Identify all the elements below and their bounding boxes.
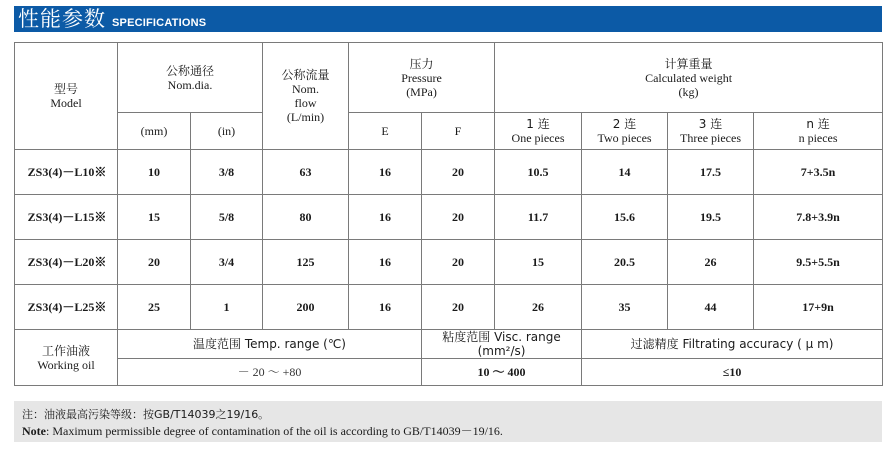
cell-mm: 15 [118, 195, 191, 240]
note-en [22, 422, 503, 439]
nomdia-label-en: Nom.dia. [167, 77, 213, 92]
cell-mm: 10 [118, 150, 191, 195]
cell-pressure-e: 16 [349, 150, 422, 195]
temp-range-label: 温度范围 Temp. range (℃) [118, 330, 422, 359]
header-unit-mm: (mm) [118, 113, 191, 150]
note-en-label: Note [22, 424, 46, 438]
specifications-table [14, 42, 883, 386]
pieces-n-en: n pieces [798, 131, 838, 145]
pressure-label-cn: 压力 [409, 56, 434, 71]
cell-weight-3: 17.5 [668, 150, 754, 195]
header-pieces-3 [668, 113, 754, 150]
cell-in: 1 [191, 285, 263, 330]
cell-mm: 25 [118, 285, 191, 330]
cell-model: ZS3(4)－L25※ [15, 285, 118, 330]
flow-label-en1: Nom. [292, 82, 320, 96]
cell-weight-2: 14 [582, 150, 668, 195]
pieces-2-cn: 2 连 [612, 117, 637, 131]
visc-range-value: 10 ～ 400 [422, 359, 582, 386]
cell-model: ZS3(4)－L10※ [15, 150, 118, 195]
cell-pressure-f: 20 [422, 195, 495, 240]
cell-pressure-f: 20 [422, 150, 495, 195]
header-pieces-1 [495, 113, 582, 150]
flow-label-cn: 公称流量 [281, 68, 330, 82]
cell-weight-n: 17+9n [754, 285, 883, 330]
header-model [15, 43, 118, 150]
header-weight [495, 43, 883, 113]
flow-label-en2: flow [294, 96, 317, 110]
header-flow [263, 43, 349, 150]
pieces-2-en: Two pieces [597, 131, 652, 145]
header-pressure-f: F [422, 113, 495, 150]
section-title-cn: 性能参数 [18, 7, 106, 31]
cell-weight-2: 15.6 [582, 195, 668, 240]
cell-model: ZS3(4)－L20※ [15, 240, 118, 285]
cell-weight-1: 11.7 [495, 195, 582, 240]
cell-in: 3/4 [191, 240, 263, 285]
cell-flow: 80 [263, 195, 349, 240]
working-oil-label-cn: 工作油液 [41, 343, 90, 358]
cell-mm: 20 [118, 240, 191, 285]
working-oil-row-values [15, 359, 883, 386]
pressure-unit: (MPa) [406, 84, 437, 99]
table-row [15, 240, 883, 285]
cell-pressure-f: 20 [422, 285, 495, 330]
cell-weight-1: 26 [495, 285, 582, 330]
cell-weight-3: 44 [668, 285, 754, 330]
cell-weight-n: 7.8+3.9n [754, 195, 883, 240]
working-oil-label-en: Working oil [37, 357, 95, 372]
model-label-en: Model [50, 96, 82, 110]
pieces-3-cn: 3 连 [698, 117, 723, 131]
weight-label-cn: 计算重量 [664, 56, 713, 71]
pressure-label-en: Pressure [401, 70, 442, 85]
cell-flow: 200 [263, 285, 349, 330]
temp-range-value: － 20 ～ +80 [118, 359, 422, 386]
cell-weight-2: 35 [582, 285, 668, 330]
cell-pressure-f: 20 [422, 240, 495, 285]
pieces-1-cn: 1 连 [526, 117, 550, 131]
header-pieces-n [754, 113, 883, 150]
section-title-en: SPECIFICATIONS [112, 17, 207, 29]
weight-label-en: Calculated weight [645, 70, 733, 85]
note-cn: 注：油液最高污染等级：按GB/T14039之19/16。 [22, 408, 270, 421]
cell-pressure-e: 16 [349, 195, 422, 240]
pieces-3-en: Three pieces [680, 131, 742, 145]
header-unit-in: (in) [191, 113, 263, 150]
filtration-label: 过滤精度 Filtrating accuracy ( μ m) [582, 330, 883, 359]
cell-pressure-e: 16 [349, 240, 422, 285]
cell-in: 5/8 [191, 195, 263, 240]
cell-weight-n: 9.5+5.5n [754, 240, 883, 285]
cell-in: 3/8 [191, 150, 263, 195]
header-pressure-e: E [349, 113, 422, 150]
filtration-value: ≤10 [582, 359, 883, 386]
working-oil-row-labels [15, 330, 883, 359]
cell-flow: 125 [263, 240, 349, 285]
cell-weight-2: 20.5 [582, 240, 668, 285]
note-en-text: : Maximum permissible degree of contamination of the oil is according to GB/T14039－19/16. [46, 424, 503, 438]
header-pieces-2 [582, 113, 668, 150]
cell-weight-3: 19.5 [668, 195, 754, 240]
cell-flow: 63 [263, 150, 349, 195]
visc-range-label: 粘度范围 Visc. range (mm²/s) [422, 330, 582, 359]
cell-pressure-e: 16 [349, 285, 422, 330]
flow-unit: (L/min) [286, 110, 325, 124]
cell-weight-3: 26 [668, 240, 754, 285]
note-box [14, 401, 882, 442]
working-oil-label [15, 330, 118, 386]
header-nomdia [118, 43, 263, 113]
cell-weight-1: 15 [495, 240, 582, 285]
pieces-1-en: One pieces [511, 131, 565, 145]
pieces-n-cn: n 连 [806, 117, 830, 131]
nomdia-label-cn: 公称通径 [166, 63, 215, 78]
table-row [15, 150, 883, 195]
model-label-cn: 型号 [53, 82, 78, 96]
cell-weight-1: 10.5 [495, 150, 582, 195]
header-pressure [349, 43, 495, 113]
cell-weight-n: 7+3.5n [754, 150, 883, 195]
weight-unit: (kg) [678, 84, 699, 99]
table-row [15, 195, 883, 240]
cell-model: ZS3(4)－L15※ [15, 195, 118, 240]
table-row [15, 285, 883, 330]
section-header [14, 6, 882, 32]
